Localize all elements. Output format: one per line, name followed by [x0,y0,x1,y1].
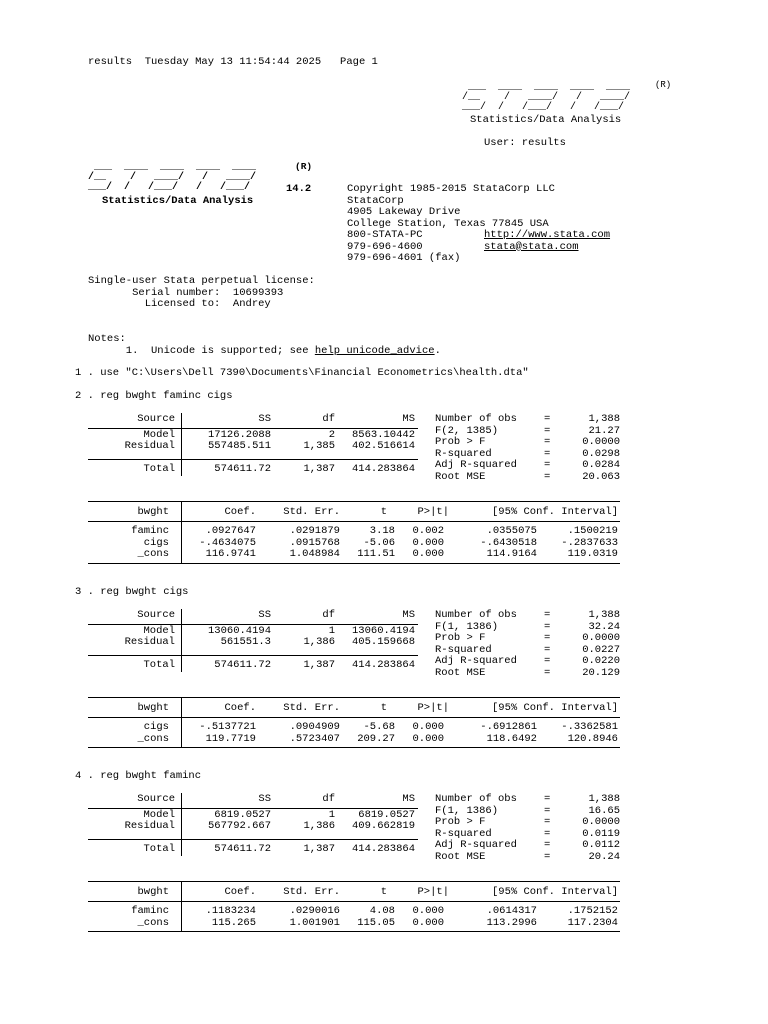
col-source-header: Source [137,609,175,621]
row-t: 111.51 [357,548,395,560]
row-ms: 6819.0527 [358,808,415,821]
coef-table [88,507,620,573]
col-t-header: t [380,506,387,518]
row-p: 0.000 [412,916,444,929]
row-var: faminc [131,525,169,537]
row-source: Total [143,843,175,855]
row-ci-low: .0355075 [486,525,537,537]
row-coef: 115.265 [211,916,256,929]
row-source: Residual [124,820,175,832]
row-df: 1,386 [303,636,335,648]
stat-value: 1,388 [588,793,620,805]
command-line: 4 . reg bwght faminc [75,770,202,782]
stat-label: Prob > F [435,632,486,644]
row-ci-low: -.6430518 [480,536,537,549]
model-stat-row [88,817,620,829]
version-number: 14.2 [286,183,312,195]
row-coef: 116.9741 [205,548,256,560]
stat-equals: = [544,643,551,656]
stat-equals: = [544,655,551,667]
license-title: Single-user Stata perpetual license: [88,275,315,287]
row-df: 1,386 [303,820,335,832]
model-stat-row [88,633,620,645]
coef-rule-bottom [88,563,620,564]
stat-value: 0.0227 [582,643,620,656]
stat-equals: = [544,447,551,460]
row-df: 1,387 [303,659,335,671]
row-var: cigs [143,536,169,549]
stat-value: 21.27 [588,424,620,437]
phone-2: 979-696-4600 [347,240,423,253]
anova-divider [181,793,182,856]
row-ss: 567792.667 [207,820,271,832]
row-p: 0.002 [412,525,444,537]
row-se: 1.001901 [289,916,340,929]
col-ss-header: SS [258,793,271,805]
row-ci-high: -.2837633 [561,536,618,549]
row-df: 1,387 [303,463,335,475]
row-ss: 574611.72 [214,659,271,671]
anova-rule-top [88,624,418,625]
row-var: _cons [137,548,169,560]
row-ms: 405.159668 [351,636,415,648]
col-df-header: df [322,413,335,425]
row-ms: 414.283864 [351,843,415,855]
anova-rule-top [88,428,418,429]
model-stat-row [88,414,620,426]
stat-label: F(1, 1386) [435,620,499,633]
coef-rule-bottom [88,931,620,932]
stat-label: Number of obs [435,793,517,805]
col-df-header: df [322,793,335,805]
coef-rule-header [88,521,620,522]
row-coef: .1183234 [205,905,256,917]
stat-value: 1,388 [588,609,620,621]
coef-header-row [88,507,620,519]
email-link[interactable]: stata@stata.com [484,240,579,253]
logo-line-2: /__ / ____/ / ____/ [88,172,257,183]
row-t: 115.05 [357,916,395,929]
notes-title: Notes: [88,333,126,345]
coef-table [88,703,620,757]
logo-line-3: ___/ / /___/ / /___/ [88,182,251,193]
address-street: 4905 Lakeway Drive [347,206,461,218]
command-line: 3 . reg bwght cigs [75,586,189,598]
row-ci-low: 118.6492 [486,732,537,745]
logo-tagline: Statistics/Data Analysis [470,114,622,126]
row-p: 0.000 [412,548,444,560]
col-t-header: t [380,702,387,714]
row-source: Model [143,428,175,441]
row-ci-high: 117.2304 [567,916,618,929]
row-source: Model [143,624,175,637]
logo-line-1: ___ ____ ____ ____ ____ [462,82,631,93]
row-p: 0.000 [412,721,444,733]
stat-label: Number of obs [435,609,517,621]
stat-label: Adj R-squared [435,655,517,667]
serial-number: Serial number: 10699393 [88,286,284,299]
row-ci-low: 113.2996 [486,916,537,929]
row-ci-high: .1500219 [567,525,618,537]
row-ci-high: 119.0319 [567,548,618,560]
row-source: Residual [124,636,175,648]
logo-line-2: /__ / ____/ / ____/ [462,92,631,103]
row-ci-low: -.6912861 [480,721,537,733]
stat-label: Root MSE [435,666,486,679]
row-t: -5.06 [363,536,395,549]
coef-rule-top [88,697,620,698]
row-coef: -.4634075 [199,536,256,549]
user-line: User: results [484,137,566,149]
stat-equals: = [544,436,551,448]
col-dep-header: bwght [137,886,169,898]
phone-1: 800-STATA-PC [347,229,423,241]
row-se: .0904909 [289,721,340,733]
row-var: faminc [131,905,169,917]
coef-rule-bottom [88,747,620,748]
col-ci-header: [95% Conf. Interval] [491,702,618,714]
anova-rule-mid [88,459,418,460]
stat-equals: = [544,609,551,621]
row-source: Residual [124,440,175,452]
model-stat-row [88,472,620,484]
row-ss: 574611.72 [214,843,271,855]
stat-value: 0.0220 [582,655,620,667]
stat-equals: = [544,793,551,805]
stat-value: 0.0000 [582,436,620,448]
coef-rule-header [88,901,620,902]
model-stat-row [88,840,620,852]
registered-mark: (R) [295,161,313,172]
row-coef: -.5137721 [199,721,256,733]
row-ss: 17126.2088 [207,428,271,441]
coef-rule-top [88,501,620,502]
row-t: -5.68 [363,721,395,733]
stat-label: Prob > F [435,816,486,828]
row-ss: 574611.72 [214,463,271,475]
coef-row [88,918,620,930]
stat-value: 20.129 [582,666,620,679]
row-df: 2 [328,428,335,441]
anova-rule-top [88,808,418,809]
logo-line-3: ___/ / /___/ / /___/ [462,102,625,113]
col-coef-header: Coef. [224,702,256,714]
stat-label: R-squared [435,827,492,840]
col-source-header: Source [137,413,175,425]
row-source: Model [143,808,175,821]
coef-divider [181,501,182,563]
stat-equals: = [544,470,551,483]
coef-row [88,722,620,734]
stat-equals: = [544,804,551,817]
stat-value: 0.0000 [582,632,620,644]
stat-value: 20.063 [582,470,620,483]
col-ms-header: MS [402,609,415,621]
stat-equals: = [544,620,551,633]
row-se: .5723407 [289,732,340,745]
row-coef: .0927647 [205,525,256,537]
row-df: 1 [328,624,335,637]
coef-rule-header [88,717,620,718]
row-ms: 409.662819 [351,820,415,832]
anova-divider [181,609,182,672]
coef-header-row [88,887,620,899]
row-ss: 6819.0527 [214,808,271,821]
registered-mark: (R) [655,80,672,90]
row-ms: 8563.10442 [351,428,415,441]
col-dep-header: bwght [137,506,169,518]
col-df-header: df [322,609,335,621]
row-var: _cons [137,916,169,929]
stat-label: Root MSE [435,850,486,863]
row-ci-high: 120.8946 [567,732,618,745]
row-p: 0.000 [412,536,444,549]
anova-divider [181,413,182,476]
row-se: .0915768 [289,536,340,549]
col-ci-header: [95% Conf. Interval] [491,506,618,518]
stat-label: R-squared [435,447,492,460]
row-df: 1 [328,808,335,821]
stat-equals: = [544,632,551,644]
stat-label: F(1, 1386) [435,804,499,817]
coef-divider [181,881,182,931]
help-link[interactable]: help unicode_advice [314,344,435,357]
anova-table [88,610,620,679]
licensed-to: Licensed to: Andrey [88,298,271,310]
row-coef: 119.7719 [205,732,256,745]
stat-value: 0.0119 [582,827,620,840]
col-t-header: t [380,886,387,898]
model-stat-row [88,794,620,806]
model-stat-row [88,668,620,680]
model-stat-row [88,437,620,449]
coef-table [88,887,620,941]
row-t: 209.27 [357,732,395,745]
col-coef-header: Coef. [224,886,256,898]
stat-equals: = [544,424,551,437]
coef-row [88,526,620,538]
copyright-line: Copyright 1985-2015 StataCorp LLC [347,183,555,195]
col-se-header: Std. Err. [283,702,340,714]
col-se-header: Std. Err. [283,886,340,898]
row-ss: 13060.4194 [207,624,271,637]
coef-rule-top [88,881,620,882]
row-t: 3.18 [369,525,395,537]
stat-value: 0.0298 [582,447,620,460]
notes-item: 1. Unicode is supported; see help unicode_advice. [88,344,441,357]
stat-label: Adj R-squared [435,459,517,471]
stat-label: Adj R-squared [435,839,517,851]
model-stat-row [88,610,620,622]
coef-row [88,549,620,561]
col-coef-header: Coef. [224,506,256,518]
stat-equals: = [544,816,551,828]
command-line: 1 . use "C:\Users\Dell 7390\Documents\Financial Econometrics\health.dta" [75,367,529,379]
coef-row [88,906,620,918]
company-name: StataCorp [347,194,404,207]
col-p-header: P>|t| [417,886,449,898]
row-ss: 561551.3 [220,636,271,648]
model-stat-row [88,656,620,668]
stat-value: 0.0284 [582,459,620,471]
stat-label: Prob > F [435,436,486,448]
stat-equals: = [544,827,551,840]
row-ms: 13060.4194 [351,624,415,637]
address-city: College Station, Texas 77845 USA [347,217,549,230]
row-source: Total [143,463,175,475]
anova-rule-mid [88,839,418,840]
row-p: 0.000 [412,905,444,917]
row-ms: 402.516614 [351,440,415,452]
row-ms: 414.283864 [351,659,415,671]
anova-table [88,414,620,483]
logo-line-1: ___ ____ ____ ____ ____ [88,162,257,173]
col-ss-header: SS [258,413,271,425]
model-stat-row [88,460,620,472]
stat-value: 20.24 [588,850,620,863]
coef-divider [181,697,182,747]
stat-value: 0.0000 [582,816,620,828]
page-header: results Tuesday May 13 11:54:44 2025 Page 1 [88,56,378,68]
col-p-header: P>|t| [417,506,449,518]
row-df: 1,385 [303,440,335,452]
stat-equals: = [544,459,551,471]
anova-rule-mid [88,655,418,656]
col-ss-header: SS [258,609,271,621]
model-stat-row [88,852,620,864]
command-line: 2 . reg bwght faminc cigs [75,390,233,402]
row-t: 4.08 [369,905,395,917]
stat-equals: = [544,850,551,863]
col-source-header: Source [137,793,175,805]
anova-table [88,794,620,863]
row-p: 0.000 [412,732,444,745]
row-ci-high: -.3362581 [561,721,618,733]
stat-label: Root MSE [435,470,486,483]
row-se: .0290016 [289,905,340,917]
row-source: Total [143,659,175,671]
row-ci-high: .1752152 [567,905,618,917]
stat-label: R-squared [435,643,492,656]
col-ci-header: [95% Conf. Interval] [491,886,618,898]
col-dep-header: bwght [137,702,169,714]
row-se: 1.048984 [289,548,340,560]
col-ms-header: MS [402,793,415,805]
row-ci-low: .0614317 [486,905,537,917]
col-ms-header: MS [402,413,415,425]
stat-equals: = [544,839,551,851]
stat-equals: = [544,413,551,425]
stat-value: 32.24 [588,620,620,633]
row-df: 1,387 [303,843,335,855]
row-var: _cons [137,732,169,745]
row-ss: 557485.511 [207,440,271,452]
row-ms: 414.283864 [351,463,415,475]
stat-label: Number of obs [435,413,517,425]
stat-value: 16.65 [588,804,620,817]
stat-value: 0.0112 [582,839,620,851]
col-se-header: Std. Err. [283,506,340,518]
row-se: .0291879 [289,525,340,537]
coef-row [88,734,620,746]
row-ci-low: 114.9164 [486,548,537,560]
stat-label: F(2, 1385) [435,424,499,437]
website-link[interactable]: http://www.stata.com [484,229,611,241]
fax-line: 979-696-4601 (fax) [347,252,461,264]
row-var: cigs [143,721,169,733]
stat-equals: = [544,666,551,679]
logo-tagline: Statistics/Data Analysis [102,195,254,207]
col-p-header: P>|t| [417,702,449,714]
stat-value: 1,388 [588,413,620,425]
coef-header-row [88,703,620,715]
